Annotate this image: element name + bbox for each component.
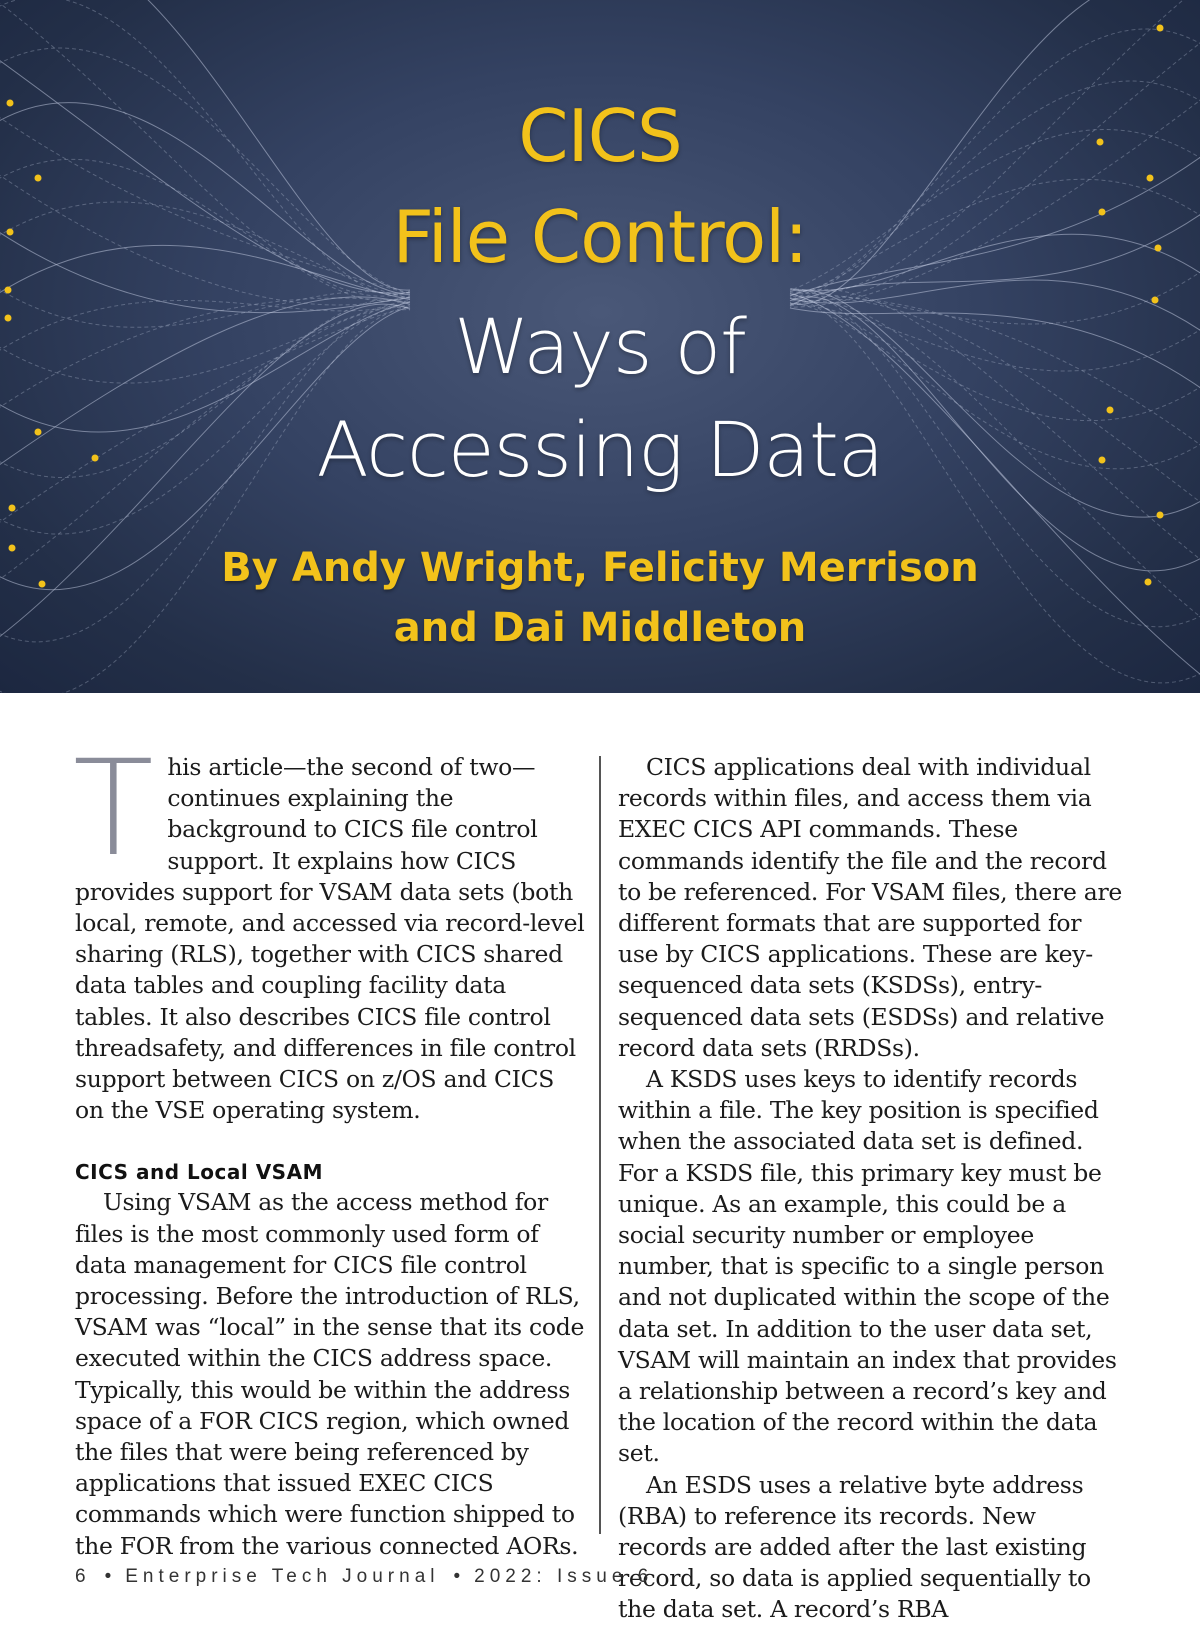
article-column-left (73, 732, 585, 1562)
title-line-3: Ways of (454, 302, 746, 391)
issue-label: 2022: Issue 6 (474, 1566, 654, 1587)
section-heading: CICS and Local VSAM (75, 1160, 323, 1185)
body-paragraph: CICS applications deal with individual records within files, and access them via EXEC CICS API commands. These commands identify the file and the record to be referenced. For VSAM files, there are different formats that are supported for use by CICS applications. These are key-sequenced data sets (KSDSs), entry-sequenced data sets (ESDSs) and relative record data sets (RRDSs). (618, 753, 1122, 1062)
title-line-2: File Control: (392, 195, 808, 279)
byline-line-1: By Andy Wright, Felicity Merrison (221, 545, 979, 591)
title-block-3 (0, 302, 1200, 391)
node-dot (9, 505, 16, 512)
article-column-right (618, 752, 1128, 1626)
title-line-4: Accessing Data (316, 405, 884, 494)
body-paragraph: A KSDS uses keys to identify records within a file. The key position is specified when the associated data set is defined. For a KSDS file, this primary key must be unique. As an example, this could be a social security number or employee number, that is specific to a single person and not duplicated within the scope of the data set. In addition to the user data set, VSAM will maintain an index that provides a relationship between a record’s key and the location of the record within the data set. (618, 1065, 1117, 1468)
footer-bullet: • (104, 1566, 112, 1587)
article-title (0, 94, 1200, 178)
title-block-4 (0, 405, 1200, 494)
hero-banner (0, 0, 1200, 693)
page-number: 6 (75, 1566, 91, 1587)
column-divider (599, 756, 601, 1534)
publication-name: Enterprise Tech Journal (125, 1566, 440, 1587)
footer-bullet: • (453, 1566, 461, 1587)
intro-paragraph (73, 732, 585, 1126)
drop-cap: T (73, 732, 154, 886)
node-dot (1147, 175, 1154, 182)
node-dot (1152, 297, 1159, 304)
page-footer (75, 1566, 653, 1588)
body-paragraph: Using VSAM as the access method for files is the most commonly used form of data management for CICS file control processing. Before the introduction of RLS, VSAM was “local” in the sense that its code executed within the CICS address space. Typically, this would be within the address space of a FOR CICS region, which owned the files that were being referenced by applications that issued EXEC CICS commands which were function shipped to the FOR from the various connected AORs. (75, 1188, 585, 1560)
node-dot (5, 287, 12, 294)
title-line-1: CICS (518, 94, 682, 178)
node-dot (1157, 25, 1164, 32)
title-block-2 (0, 195, 1200, 279)
node-dot (1157, 512, 1164, 519)
intro-text: his article—the second of two—continues explaining the background to CICS file control support. It explains how CICS provides support for VSAM data sets (both local, remote, and accessed via record-level sharing (RLS), together with CICS shared data tables and coupling facility data tables. It also describes CICS file control threadsafety, and differences in file control support between CICS on z/OS and CICS on the VSE operating system. (75, 753, 585, 1125)
node-dot (35, 175, 42, 182)
byline-line-2: and Dai Middleton (393, 605, 807, 651)
body-paragraph: An ESDS uses a relative byte address (RBA) to reference its records. New records are added after the last existing record, so data is applied sequentially to the data set. A record’s RBA (618, 1470, 1091, 1624)
